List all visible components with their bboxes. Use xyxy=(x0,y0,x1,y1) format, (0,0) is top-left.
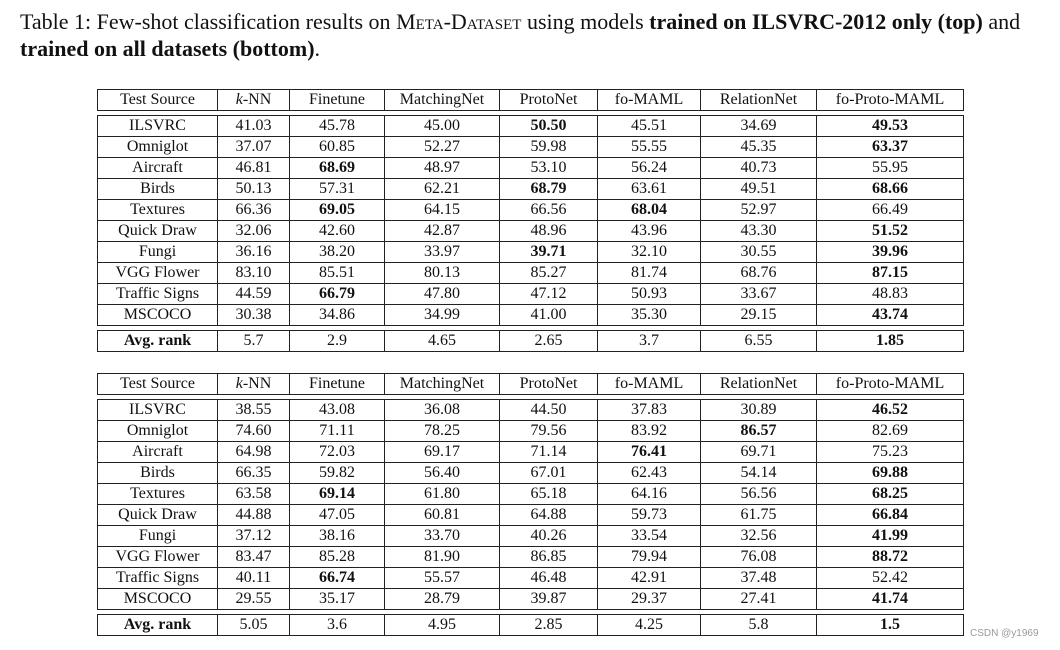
table-cell: 68.79 xyxy=(500,179,598,200)
table-cell: 29.37 xyxy=(598,589,701,610)
table-row xyxy=(98,242,964,263)
table-cell: 2.85 xyxy=(500,615,598,636)
table-cell: 48.83 xyxy=(817,284,964,305)
table-cell: 64.98 xyxy=(218,442,290,463)
table-cell: 54.14 xyxy=(701,463,817,484)
row-label: Quick Draw xyxy=(98,221,218,242)
table-cell: 34.99 xyxy=(385,305,500,326)
table-cell: 64.15 xyxy=(385,200,500,221)
table-cell: 30.38 xyxy=(218,305,290,326)
table-cell: 63.58 xyxy=(218,484,290,505)
table-cell: 40.11 xyxy=(218,568,290,589)
table-cell: 63.37 xyxy=(817,137,964,158)
avg-rank xyxy=(97,614,964,636)
table-cell: 66.79 xyxy=(290,284,385,305)
table-cell: 56.24 xyxy=(598,158,701,179)
table-cell: 79.56 xyxy=(500,421,598,442)
table-cell: 47.05 xyxy=(290,505,385,526)
row-label: MSCOCO xyxy=(98,589,218,610)
table-cell: 62.21 xyxy=(385,179,500,200)
table-cell: 6.55 xyxy=(701,331,817,352)
table-cell: 83.47 xyxy=(218,547,290,568)
table-cell: 32.06 xyxy=(218,221,290,242)
table-cell: 45.78 xyxy=(290,116,385,137)
table-cell: 32.56 xyxy=(701,526,817,547)
row-label: Omniglot xyxy=(98,137,218,158)
table-cell: 43.30 xyxy=(701,221,817,242)
table-cell: 28.79 xyxy=(385,589,500,610)
table-cell: 78.25 xyxy=(385,421,500,442)
table-cell: 37.83 xyxy=(598,400,701,421)
column-header: MatchingNet xyxy=(385,374,500,395)
table-cell: 57.31 xyxy=(290,179,385,200)
table-cell: 47.12 xyxy=(500,284,598,305)
table-cell: 69.14 xyxy=(290,484,385,505)
table-cell: 65.18 xyxy=(500,484,598,505)
watermark: CSDN @y1969 xyxy=(970,628,1039,639)
column-header: fo-MAML xyxy=(598,90,701,111)
table-cell: 39.71 xyxy=(500,242,598,263)
table-cell: 63.61 xyxy=(598,179,701,200)
table-row xyxy=(98,116,964,137)
table-row xyxy=(98,421,964,442)
table-cell: 52.27 xyxy=(385,137,500,158)
table-cell: 59.73 xyxy=(598,505,701,526)
column-header: Test Source xyxy=(98,374,218,395)
table-cell: 43.74 xyxy=(817,305,964,326)
table-cell: 45.00 xyxy=(385,116,500,137)
table-cell: 49.53 xyxy=(817,116,964,137)
body xyxy=(97,115,964,326)
table-cell: 68.69 xyxy=(290,158,385,179)
row-label: Omniglot xyxy=(98,421,218,442)
table-cell: 2.9 xyxy=(290,331,385,352)
table-cell: 85.51 xyxy=(290,263,385,284)
table-cell: 29.15 xyxy=(701,305,817,326)
table-row xyxy=(98,137,964,158)
table-cell: 39.96 xyxy=(817,242,964,263)
table-cell: 75.23 xyxy=(817,442,964,463)
table-cell: 46.48 xyxy=(500,568,598,589)
table-cell: 64.16 xyxy=(598,484,701,505)
header-row xyxy=(98,90,964,111)
table-cell: 59.82 xyxy=(290,463,385,484)
avg-rank-row xyxy=(98,331,964,352)
table-cell: 74.60 xyxy=(218,421,290,442)
table-cell: 40.26 xyxy=(500,526,598,547)
table-cell: 50.13 xyxy=(218,179,290,200)
row-label: VGG Flower xyxy=(98,547,218,568)
row-label: Avg. rank xyxy=(98,615,218,636)
column-header: fo-Proto-MAML xyxy=(817,374,964,395)
header xyxy=(97,373,964,395)
row-label: ILSVRC xyxy=(98,116,218,137)
column-header: fo-MAML xyxy=(598,374,701,395)
table-cell: 41.03 xyxy=(218,116,290,137)
column-header: Finetune xyxy=(290,374,385,395)
table-cell: 40.73 xyxy=(701,158,817,179)
caption-text: and xyxy=(982,9,1021,34)
table-cell: 69.17 xyxy=(385,442,500,463)
row-label: Birds xyxy=(98,179,218,200)
table-cell: 55.57 xyxy=(385,568,500,589)
table-cell: 86.85 xyxy=(500,547,598,568)
table-cell: 67.01 xyxy=(500,463,598,484)
table-cell: 43.08 xyxy=(290,400,385,421)
table-cell: 80.13 xyxy=(385,263,500,284)
table-cell: 55.95 xyxy=(817,158,964,179)
table-cell: 35.17 xyxy=(290,589,385,610)
table-cell: 5.05 xyxy=(218,615,290,636)
table-cell: 38.16 xyxy=(290,526,385,547)
table-row xyxy=(98,305,964,326)
table-cell: 59.98 xyxy=(500,137,598,158)
table-cell: 68.66 xyxy=(817,179,964,200)
table-cell: 53.10 xyxy=(500,158,598,179)
table-cell: 30.55 xyxy=(701,242,817,263)
table-cell: 1.85 xyxy=(817,331,964,352)
column-header: k-NN xyxy=(218,90,290,111)
row-label: Fungi xyxy=(98,242,218,263)
table-cell: 66.36 xyxy=(218,200,290,221)
table-row xyxy=(98,547,964,568)
results-table-all-datasets xyxy=(97,373,963,640)
avg-rank xyxy=(97,330,964,352)
body xyxy=(97,399,964,610)
table-cell: 85.28 xyxy=(290,547,385,568)
caption-dataset: Meta-Dataset xyxy=(396,9,522,34)
table-cell: 34.69 xyxy=(701,116,817,137)
caption-text: using models xyxy=(521,9,650,34)
row-label: Avg. rank xyxy=(98,331,218,352)
table-cell: 3.7 xyxy=(598,331,701,352)
header xyxy=(97,89,964,111)
table-row xyxy=(98,568,964,589)
table-cell: 44.88 xyxy=(218,505,290,526)
row-label: Birds xyxy=(98,463,218,484)
table-cell: 4.65 xyxy=(385,331,500,352)
table-cell: 68.76 xyxy=(701,263,817,284)
table-cell: 43.96 xyxy=(598,221,701,242)
table-cell: 68.25 xyxy=(817,484,964,505)
table-cell: 49.51 xyxy=(701,179,817,200)
row-label: ILSVRC xyxy=(98,400,218,421)
table-cell: 36.16 xyxy=(218,242,290,263)
table-row xyxy=(98,505,964,526)
table-cell: 66.56 xyxy=(500,200,598,221)
table-cell: 51.52 xyxy=(817,221,964,242)
column-header: fo-Proto-MAML xyxy=(817,90,964,111)
table-cell: 42.60 xyxy=(290,221,385,242)
table-cell: 87.15 xyxy=(817,263,964,284)
results-table-ilsvrc-only xyxy=(97,89,963,356)
table-row xyxy=(98,463,964,484)
table-row xyxy=(98,158,964,179)
table-cell: 5.7 xyxy=(218,331,290,352)
table-cell: 2.65 xyxy=(500,331,598,352)
table-cell: 45.51 xyxy=(598,116,701,137)
table-cell: 81.74 xyxy=(598,263,701,284)
table-cell: 33.70 xyxy=(385,526,500,547)
column-header: RelationNet xyxy=(701,90,817,111)
table-cell: 33.54 xyxy=(598,526,701,547)
table-cell: 1.5 xyxy=(817,615,964,636)
row-label: Textures xyxy=(98,200,218,221)
table-cell: 41.00 xyxy=(500,305,598,326)
table-cell: 61.75 xyxy=(701,505,817,526)
table-cell: 37.07 xyxy=(218,137,290,158)
table-row xyxy=(98,526,964,547)
row-label: Traffic Signs xyxy=(98,568,218,589)
row-label: MSCOCO xyxy=(98,305,218,326)
table-cell: 33.97 xyxy=(385,242,500,263)
table-cell: 68.04 xyxy=(598,200,701,221)
row-label: Fungi xyxy=(98,526,218,547)
table-cell: 41.74 xyxy=(817,589,964,610)
table-cell: 55.55 xyxy=(598,137,701,158)
table-cell: 81.90 xyxy=(385,547,500,568)
table-cell: 69.05 xyxy=(290,200,385,221)
table-cell: 38.20 xyxy=(290,242,385,263)
table-cell: 52.97 xyxy=(701,200,817,221)
table-cell: 86.57 xyxy=(701,421,817,442)
table-cell: 72.03 xyxy=(290,442,385,463)
table-cell: 30.89 xyxy=(701,400,817,421)
table-cell: 4.95 xyxy=(385,615,500,636)
table-cell: 33.67 xyxy=(701,284,817,305)
table-row xyxy=(98,484,964,505)
table-caption xyxy=(20,8,1040,62)
caption-text: Table 1: Few-shot classification results on xyxy=(20,9,397,34)
table-cell: 60.81 xyxy=(385,505,500,526)
table-cell: 56.56 xyxy=(701,484,817,505)
table-cell: 4.25 xyxy=(598,615,701,636)
table-cell: 76.41 xyxy=(598,442,701,463)
table-cell: 37.12 xyxy=(218,526,290,547)
table-cell: 50.50 xyxy=(500,116,598,137)
table-cell: 82.69 xyxy=(817,421,964,442)
column-header: RelationNet xyxy=(701,374,817,395)
column-header: Finetune xyxy=(290,90,385,111)
table-cell: 47.80 xyxy=(385,284,500,305)
table-cell: 29.55 xyxy=(218,589,290,610)
column-header: ProtoNet xyxy=(500,90,598,111)
table-cell: 48.97 xyxy=(385,158,500,179)
table-cell: 32.10 xyxy=(598,242,701,263)
row-label: Aircraft xyxy=(98,158,218,179)
table-cell: 83.92 xyxy=(598,421,701,442)
table-cell: 46.81 xyxy=(218,158,290,179)
table-cell: 37.48 xyxy=(701,568,817,589)
caption-bold-top: trained on ILSVRC-2012 only (top) xyxy=(649,9,983,34)
table-row xyxy=(98,200,964,221)
table-cell: 62.43 xyxy=(598,463,701,484)
table-cell: 50.93 xyxy=(598,284,701,305)
table-row xyxy=(98,589,964,610)
table-cell: 5.8 xyxy=(701,615,817,636)
column-header: k-NN xyxy=(218,374,290,395)
table-cell: 46.52 xyxy=(817,400,964,421)
table-cell: 41.99 xyxy=(817,526,964,547)
table-cell: 45.35 xyxy=(701,137,817,158)
table-cell: 44.59 xyxy=(218,284,290,305)
table-cell: 52.42 xyxy=(817,568,964,589)
table-row xyxy=(98,284,964,305)
table-cell: 36.08 xyxy=(385,400,500,421)
table-cell: 64.88 xyxy=(500,505,598,526)
table-cell: 48.96 xyxy=(500,221,598,242)
table-cell: 42.91 xyxy=(598,568,701,589)
row-label: Textures xyxy=(98,484,218,505)
table-cell: 76.08 xyxy=(701,547,817,568)
table-cell: 27.41 xyxy=(701,589,817,610)
table-cell: 44.50 xyxy=(500,400,598,421)
column-header: MatchingNet xyxy=(385,90,500,111)
table-cell: 66.35 xyxy=(218,463,290,484)
row-label: Aircraft xyxy=(98,442,218,463)
table-cell: 38.55 xyxy=(218,400,290,421)
table-cell: 39.87 xyxy=(500,589,598,610)
row-label: Quick Draw xyxy=(98,505,218,526)
table-row xyxy=(98,221,964,242)
table-cell: 35.30 xyxy=(598,305,701,326)
caption-text: . xyxy=(314,36,321,61)
row-label: VGG Flower xyxy=(98,263,218,284)
table-cell: 60.85 xyxy=(290,137,385,158)
header-row xyxy=(98,374,964,395)
table-row xyxy=(98,442,964,463)
table-cell: 66.84 xyxy=(817,505,964,526)
table-cell: 69.88 xyxy=(817,463,964,484)
caption-bold-bottom: trained on all datasets (bottom) xyxy=(20,36,315,61)
table-cell: 66.74 xyxy=(290,568,385,589)
table-cell: 42.87 xyxy=(385,221,500,242)
table-cell: 88.72 xyxy=(817,547,964,568)
column-header: Test Source xyxy=(98,90,218,111)
table-cell: 66.49 xyxy=(817,200,964,221)
table-cell: 3.6 xyxy=(290,615,385,636)
table-row xyxy=(98,179,964,200)
table-row xyxy=(98,263,964,284)
table-cell: 83.10 xyxy=(218,263,290,284)
table-cell: 34.86 xyxy=(290,305,385,326)
table-cell: 85.27 xyxy=(500,263,598,284)
table-cell: 71.14 xyxy=(500,442,598,463)
table-cell: 79.94 xyxy=(598,547,701,568)
avg-rank-row xyxy=(98,615,964,636)
table-cell: 61.80 xyxy=(385,484,500,505)
table-cell: 56.40 xyxy=(385,463,500,484)
column-header: ProtoNet xyxy=(500,374,598,395)
table-cell: 69.71 xyxy=(701,442,817,463)
table-row xyxy=(98,400,964,421)
row-label: Traffic Signs xyxy=(98,284,218,305)
table-cell: 71.11 xyxy=(290,421,385,442)
